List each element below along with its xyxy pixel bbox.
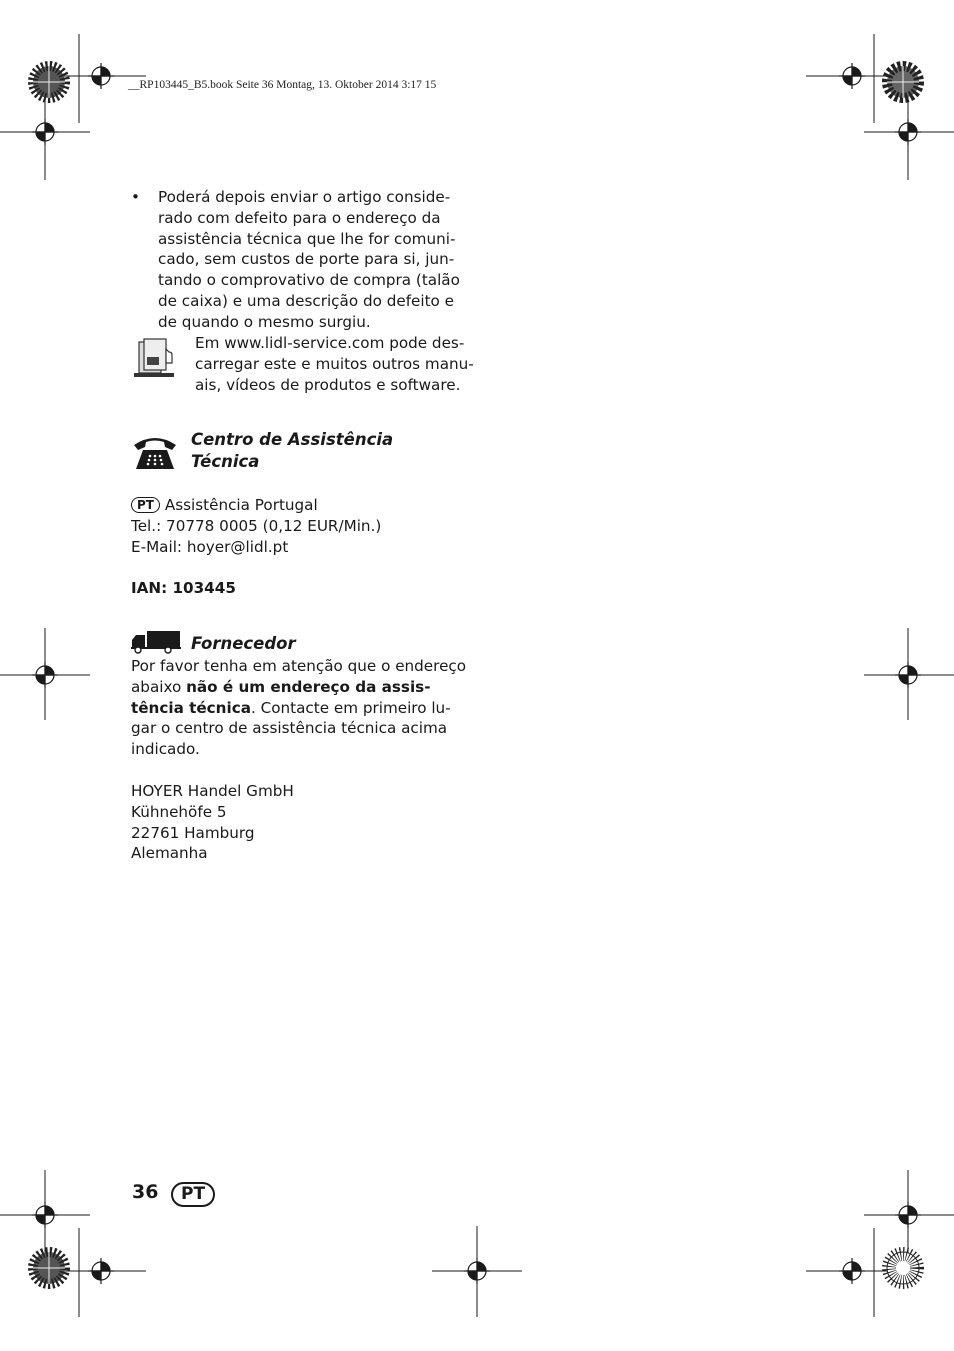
note-line: carregar este e muitos outros manu- bbox=[195, 354, 474, 373]
bullet-line: Poderá depois enviar o artigo conside- bbox=[158, 188, 451, 206]
bullet-symbol: • bbox=[131, 188, 140, 206]
supplier-line bbox=[131, 677, 461, 698]
service-name-row bbox=[131, 495, 461, 516]
note-line: Em www.lidl-service.com pode des- bbox=[195, 334, 465, 352]
supplier-address bbox=[131, 781, 461, 864]
note-line: ais, vídeos de produtos e software. bbox=[195, 375, 461, 394]
service-name: Assistência Portugal bbox=[164, 496, 318, 514]
bullet-line: tando o comprovativo de compra (talão bbox=[158, 271, 460, 290]
bullet-line: cado, sem custos de porte para si, jun- bbox=[158, 250, 455, 269]
download-note bbox=[195, 333, 474, 395]
address-line: HOYER Handel GmbH bbox=[131, 782, 294, 800]
print-header-info: __RP103445_B5.book Seite 36 Montag, 13. Oktober 2014 3:17 15 bbox=[128, 79, 437, 91]
service-center-title bbox=[191, 429, 393, 473]
title-line: Centro de Assistência bbox=[191, 430, 394, 449]
address-line: 22761 Hamburg bbox=[131, 823, 255, 842]
supplier-text: . Contacte em primeiro lu- bbox=[250, 698, 451, 717]
bullet-line: rado com defeito para o endereço da bbox=[158, 208, 441, 227]
supplier-line: gar o centro de assistência técnica acima bbox=[131, 719, 448, 738]
bullet-text bbox=[158, 187, 460, 333]
service-email: E-Mail: hoyer@lidl.pt bbox=[131, 537, 289, 556]
title-line: Técnica bbox=[191, 452, 260, 471]
telephone-icon bbox=[131, 433, 179, 471]
address-line: Alemanha bbox=[131, 844, 208, 863]
supplier-emphasis: não é um endereço da assis- bbox=[186, 677, 431, 696]
truck-icon bbox=[131, 630, 181, 654]
supplier-paragraph bbox=[131, 656, 467, 760]
country-badge: PT bbox=[131, 497, 160, 513]
bullet-line: de caixa) e uma descrição do defeito e bbox=[158, 291, 455, 310]
bullet-line: de quando o mesmo surgiu. bbox=[158, 312, 371, 331]
supplier-title: Fornecedor bbox=[191, 634, 296, 653]
supplier-line bbox=[131, 698, 461, 719]
download-manual-icon bbox=[133, 337, 177, 379]
supplier-text: abaixo bbox=[131, 677, 187, 696]
supplier-line: Por favor tenha em atenção que o endereço bbox=[131, 657, 467, 675]
address-line: Kühnehöfe 5 bbox=[131, 802, 227, 821]
page-number: 36 bbox=[132, 1181, 159, 1203]
bullet-line: assistência técnica que lhe for comuni- bbox=[158, 229, 456, 248]
service-tel: Tel.: 70778 0005 (0,12 EUR/Min.) bbox=[131, 516, 382, 535]
service-contact bbox=[131, 495, 461, 557]
ian-number: IAN: 103445 bbox=[131, 579, 236, 597]
supplier-line: indicado. bbox=[131, 740, 200, 759]
language-badge: PT bbox=[171, 1182, 215, 1207]
supplier-emphasis: tência técnica bbox=[131, 698, 251, 717]
